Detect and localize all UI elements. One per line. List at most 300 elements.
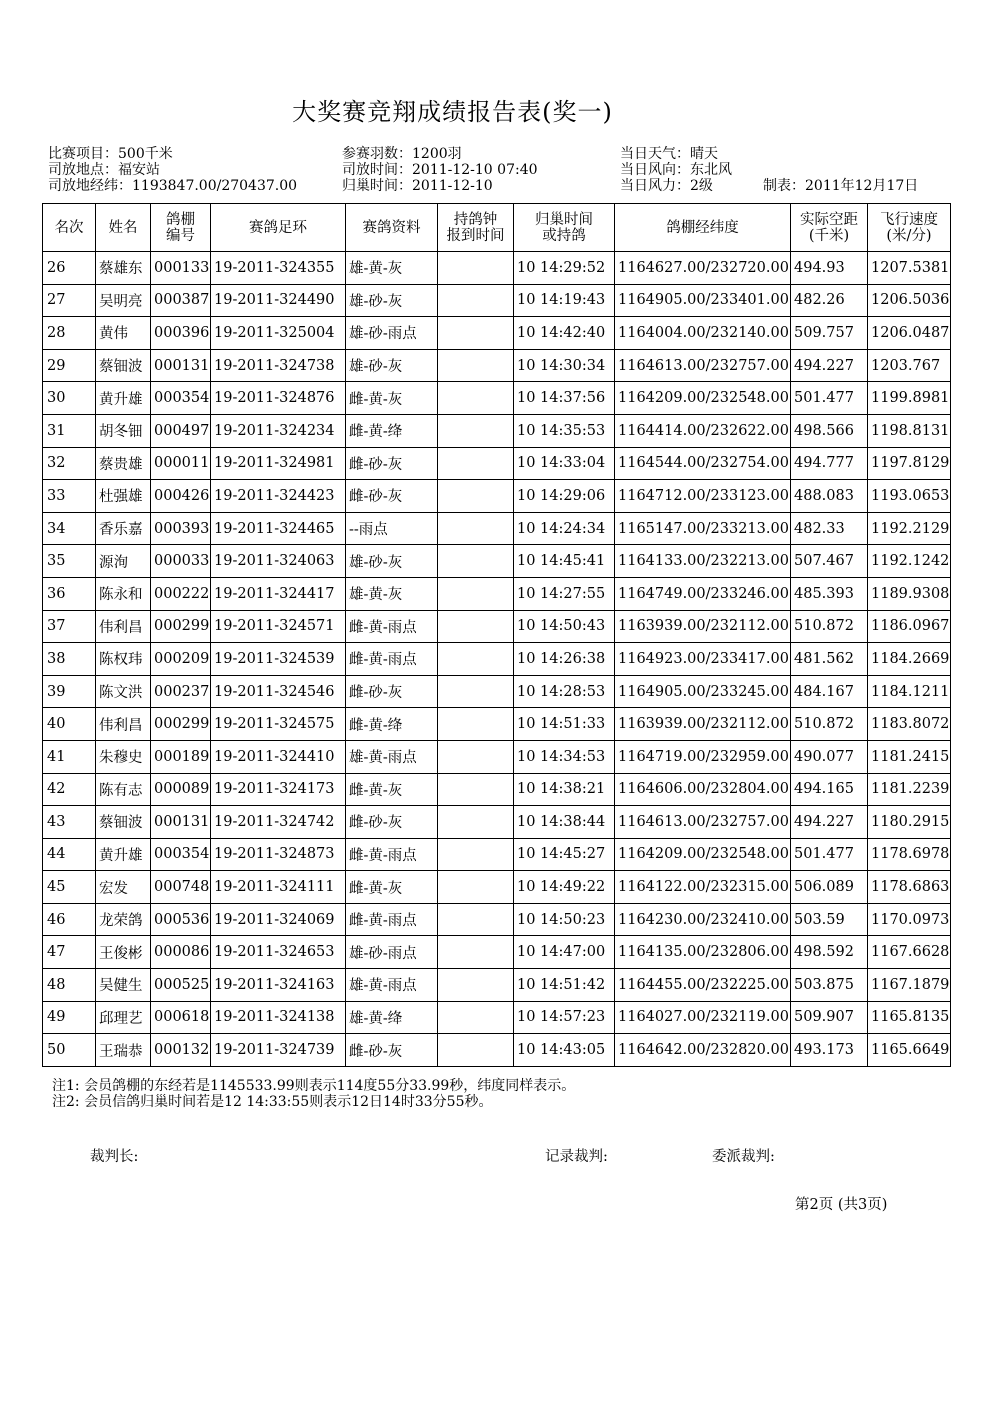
cell-loft-number: 000131 (151, 349, 211, 382)
cell-loft-coordinates: 1164613.00/232757.00 (615, 349, 791, 382)
cell-speed: 1192.1242 (868, 545, 951, 578)
cell-ring: 19-2011-324163 (211, 969, 346, 1002)
cell-arrival-time: 10 14:49:22 (514, 871, 615, 904)
cell-name: 王瑞恭 (96, 1034, 151, 1067)
cell-speed: 1167.6628 (868, 936, 951, 969)
cell-pigeon-info: 雄-砂-灰 (346, 545, 438, 578)
cell-arrival-time: 10 14:37:56 (514, 382, 615, 415)
cell-pigeon-info: 雌-黄-绛 (346, 414, 438, 447)
cell-loft-number: 000133 (151, 252, 211, 285)
table-row (43, 903, 951, 936)
cell-distance: 494.227 (791, 806, 868, 839)
cell-distance: 494.93 (791, 252, 868, 285)
cell-loft-number: 000086 (151, 936, 211, 969)
table-row (43, 740, 951, 773)
cell-loft-number: 000189 (151, 740, 211, 773)
cell-name: 王俊彬 (96, 936, 151, 969)
cell-name: 黄升雄 (96, 838, 151, 871)
entry-count: 参赛羽数：1200羽 (342, 146, 462, 162)
cell-loft-number: 000525 (151, 969, 211, 1002)
cell-loft-number: 000299 (151, 610, 211, 643)
cell-arrival-time: 10 14:38:21 (514, 773, 615, 806)
cell-clock-time (438, 773, 514, 806)
cell-distance: 507.467 (791, 545, 868, 578)
cell-speed: 1181.2415 (868, 740, 951, 773)
chief-referee-label: 裁判长: (90, 1149, 139, 1165)
cell-speed: 1165.6649 (868, 1034, 951, 1067)
cell-name: 吴明亮 (96, 284, 151, 317)
cell-arrival-time: 10 14:34:53 (514, 740, 615, 773)
cell-rank: 43 (43, 806, 96, 839)
cell-loft-coordinates: 1165147.00/233213.00 (615, 512, 791, 545)
cell-rank: 46 (43, 903, 96, 936)
cell-clock-time (438, 284, 514, 317)
cell-rank: 35 (43, 545, 96, 578)
cell-loft-number: 000237 (151, 675, 211, 708)
cell-name: 宏发 (96, 871, 151, 904)
cell-distance: 501.477 (791, 838, 868, 871)
cell-name: 蔡钿波 (96, 349, 151, 382)
cell-pigeon-info: 雌-黄-雨点 (346, 610, 438, 643)
table-row (43, 512, 951, 545)
cell-arrival-time: 10 14:26:38 (514, 643, 615, 676)
cell-rank: 31 (43, 414, 96, 447)
cell-name: 香乐嘉 (96, 512, 151, 545)
cell-clock-time (438, 382, 514, 415)
table-row (43, 969, 951, 1002)
cell-loft-coordinates: 1163939.00/232112.00 (615, 610, 791, 643)
cell-loft-number: 000299 (151, 708, 211, 741)
cell-loft-coordinates: 1164133.00/232213.00 (615, 545, 791, 578)
cell-ring: 19-2011-324653 (211, 936, 346, 969)
cell-clock-time (438, 545, 514, 578)
cell-distance: 493.173 (791, 1034, 868, 1067)
cell-loft-number: 000748 (151, 871, 211, 904)
cell-speed: 1197.8129 (868, 447, 951, 480)
table-row (43, 610, 951, 643)
cell-speed: 1199.8981 (868, 382, 951, 415)
table-row (43, 252, 951, 285)
cell-distance: 490.077 (791, 740, 868, 773)
cell-speed: 1186.0967 (868, 610, 951, 643)
cell-rank: 33 (43, 480, 96, 513)
table-row (43, 675, 951, 708)
cell-rank: 29 (43, 349, 96, 382)
cell-name: 朱穆史 (96, 740, 151, 773)
cell-arrival-time: 10 14:24:34 (514, 512, 615, 545)
cell-ring: 19-2011-324738 (211, 349, 346, 382)
report-title: 大奖赛竞翔成绩报告表(奖一) (292, 98, 613, 126)
cell-arrival-time: 10 14:19:43 (514, 284, 615, 317)
release-time: 司放时间：2011-12-10 07:40 (342, 162, 538, 178)
cell-ring: 19-2011-324063 (211, 545, 346, 578)
cell-distance: 484.167 (791, 675, 868, 708)
cell-speed: 1198.8131 (868, 414, 951, 447)
cell-pigeon-info: 雌-砂-灰 (346, 480, 438, 513)
cell-pigeon-info: 雌-黄-雨点 (346, 643, 438, 676)
prepared-date: 制表：2011年12月17日 (763, 178, 919, 194)
cell-rank: 48 (43, 969, 96, 1002)
cell-distance: 506.089 (791, 871, 868, 904)
cell-rank: 47 (43, 936, 96, 969)
cell-clock-time (438, 1034, 514, 1067)
cell-loft-coordinates: 1164606.00/232804.00 (615, 773, 791, 806)
cell-loft-coordinates: 1164209.00/232548.00 (615, 838, 791, 871)
cell-ring: 19-2011-324575 (211, 708, 346, 741)
cell-loft-coordinates: 1164414.00/232622.00 (615, 414, 791, 447)
cell-ring: 19-2011-324873 (211, 838, 346, 871)
cell-ring: 19-2011-324546 (211, 675, 346, 708)
cell-distance: 482.33 (791, 512, 868, 545)
recording-referee-label: 记录裁判: (545, 1149, 608, 1165)
header-speed: 飞行速度 (米/分) (868, 204, 951, 252)
cell-clock-time (438, 871, 514, 904)
cell-name: 陈有志 (96, 773, 151, 806)
cell-clock-time (438, 936, 514, 969)
cell-speed: 1178.6863 (868, 871, 951, 904)
cell-speed: 1206.5036 (868, 284, 951, 317)
page-number: 第2页 (共3页) (795, 1197, 888, 1213)
cell-clock-time (438, 740, 514, 773)
cell-rank: 37 (43, 610, 96, 643)
cell-rank: 41 (43, 740, 96, 773)
wind-direction: 当日风向：东北风 (620, 162, 732, 178)
cell-name: 胡冬钿 (96, 414, 151, 447)
cell-arrival-time: 10 14:45:27 (514, 838, 615, 871)
header-clock-time: 持鸽钟 报到时间 (438, 204, 514, 252)
cell-speed: 1193.0653 (868, 480, 951, 513)
release-site: 司放地点：福安站 (48, 162, 160, 178)
cell-distance: 509.907 (791, 1001, 868, 1034)
cell-distance: 510.872 (791, 610, 868, 643)
cell-arrival-time: 10 14:28:53 (514, 675, 615, 708)
table-row (43, 871, 951, 904)
cell-arrival-time: 10 14:38:44 (514, 806, 615, 839)
cell-clock-time (438, 577, 514, 610)
release-coordinates: 司放地经纬：1193847.00/270437.00 (48, 178, 298, 194)
cell-ring: 19-2011-324111 (211, 871, 346, 904)
table-row (43, 838, 951, 871)
cell-ring: 19-2011-324465 (211, 512, 346, 545)
cell-arrival-time: 10 14:42:40 (514, 317, 615, 350)
cell-speed: 1184.2669 (868, 643, 951, 676)
cell-speed: 1189.9308 (868, 577, 951, 610)
cell-clock-time (438, 480, 514, 513)
cell-name: 蔡贵雄 (96, 447, 151, 480)
cell-rank: 40 (43, 708, 96, 741)
cell-loft-coordinates: 1163939.00/232112.00 (615, 708, 791, 741)
cell-loft-number: 000033 (151, 545, 211, 578)
cell-speed: 1180.2915 (868, 806, 951, 839)
cell-speed: 1181.2239 (868, 773, 951, 806)
table-row (43, 545, 951, 578)
cell-distance: 481.562 (791, 643, 868, 676)
cell-pigeon-info: 雄-砂-雨点 (346, 936, 438, 969)
cell-pigeon-info: 雌-黄-灰 (346, 382, 438, 415)
cell-rank: 50 (43, 1034, 96, 1067)
cell-rank: 42 (43, 773, 96, 806)
cell-pigeon-info: --雨点 (346, 512, 438, 545)
cell-loft-coordinates: 1164135.00/232806.00 (615, 936, 791, 969)
cell-arrival-time: 10 14:51:42 (514, 969, 615, 1002)
cell-arrival-time: 10 14:47:00 (514, 936, 615, 969)
cell-clock-time (438, 675, 514, 708)
table-row (43, 936, 951, 969)
table-row (43, 414, 951, 447)
cell-clock-time (438, 349, 514, 382)
cell-name: 伟利昌 (96, 610, 151, 643)
cell-ring: 19-2011-324742 (211, 806, 346, 839)
table-row (43, 577, 951, 610)
cell-rank: 44 (43, 838, 96, 871)
cell-ring: 19-2011-324490 (211, 284, 346, 317)
cell-loft-coordinates: 1164613.00/232757.00 (615, 806, 791, 839)
cell-loft-coordinates: 1164230.00/232410.00 (615, 903, 791, 936)
cell-ring: 19-2011-324355 (211, 252, 346, 285)
cell-clock-time (438, 512, 514, 545)
cell-arrival-time: 10 14:29:52 (514, 252, 615, 285)
table-header-row (43, 204, 951, 252)
header-ring: 赛鸽足环 (211, 204, 346, 252)
cell-pigeon-info: 雌-砂-灰 (346, 675, 438, 708)
cell-loft-number: 000536 (151, 903, 211, 936)
footnote-1: 注1: 会员鸽棚的东经若是1145533.99则表示114度55分33.99秒，纬度同样表示。 (52, 1078, 576, 1094)
cell-distance: 503.59 (791, 903, 868, 936)
cell-ring: 19-2011-324417 (211, 577, 346, 610)
cell-pigeon-info: 雄-砂-灰 (346, 284, 438, 317)
cell-pigeon-info: 雌-黄-灰 (346, 871, 438, 904)
cell-distance: 503.875 (791, 969, 868, 1002)
cell-ring: 19-2011-324423 (211, 480, 346, 513)
cell-ring: 19-2011-324138 (211, 1001, 346, 1034)
cell-loft-number: 000209 (151, 643, 211, 676)
cell-rank: 30 (43, 382, 96, 415)
table-row (43, 806, 951, 839)
cell-pigeon-info: 雌-砂-灰 (346, 806, 438, 839)
cell-ring: 19-2011-324410 (211, 740, 346, 773)
cell-ring: 19-2011-324571 (211, 610, 346, 643)
table-row (43, 284, 951, 317)
cell-speed: 1178.6978 (868, 838, 951, 871)
footnotes (52, 1078, 575, 1110)
cell-clock-time (438, 969, 514, 1002)
cell-name: 源洵 (96, 545, 151, 578)
cell-rank: 27 (43, 284, 96, 317)
cell-arrival-time: 10 14:29:06 (514, 480, 615, 513)
table-row (43, 773, 951, 806)
cell-loft-number: 000132 (151, 1034, 211, 1067)
cell-ring: 19-2011-324981 (211, 447, 346, 480)
cell-distance: 494.777 (791, 447, 868, 480)
header-name: 姓名 (96, 204, 151, 252)
table-row (43, 1001, 951, 1034)
cell-pigeon-info: 雌-黄-雨点 (346, 838, 438, 871)
cell-loft-number: 000222 (151, 577, 211, 610)
cell-arrival-time: 10 14:30:34 (514, 349, 615, 382)
cell-loft-coordinates: 1164455.00/232225.00 (615, 969, 791, 1002)
cell-rank: 39 (43, 675, 96, 708)
cell-clock-time (438, 317, 514, 350)
cell-speed: 1207.5381 (868, 252, 951, 285)
cell-name: 邱理艺 (96, 1001, 151, 1034)
cell-pigeon-info: 雌-黄-雨点 (346, 903, 438, 936)
cell-ring: 19-2011-324069 (211, 903, 346, 936)
cell-arrival-time: 10 14:50:23 (514, 903, 615, 936)
cell-distance: 510.872 (791, 708, 868, 741)
cell-pigeon-info: 雄-砂-灰 (346, 349, 438, 382)
header-pigeon-info: 赛鸽资料 (346, 204, 438, 252)
cell-pigeon-info: 雌-砂-灰 (346, 447, 438, 480)
footnote-2: 注2: 会员信鸽归巢时间若是12 14:33:55则表示12日14时33分55秒。 (52, 1094, 493, 1110)
table-row (43, 382, 951, 415)
cell-arrival-time: 10 14:57:23 (514, 1001, 615, 1034)
race-item: 比赛项目：500千米 (48, 146, 173, 162)
cell-loft-coordinates: 1164712.00/233123.00 (615, 480, 791, 513)
cell-loft-coordinates: 1164627.00/232720.00 (615, 252, 791, 285)
cell-loft-number: 000387 (151, 284, 211, 317)
cell-distance: 485.393 (791, 577, 868, 610)
cell-ring: 19-2011-324539 (211, 643, 346, 676)
cell-name: 陈权玮 (96, 643, 151, 676)
cell-clock-time (438, 1001, 514, 1034)
cell-rank: 32 (43, 447, 96, 480)
cell-loft-number: 000618 (151, 1001, 211, 1034)
cell-ring: 19-2011-324173 (211, 773, 346, 806)
cell-speed: 1203.767 (868, 349, 951, 382)
cell-loft-coordinates: 1164544.00/232754.00 (615, 447, 791, 480)
results-table (42, 203, 951, 1067)
weather: 当日天气：晴天 (620, 146, 718, 162)
cell-rank: 38 (43, 643, 96, 676)
wind-force: 当日风力：2级 (620, 178, 713, 194)
cell-rank: 28 (43, 317, 96, 350)
cell-clock-time (438, 806, 514, 839)
cell-ring: 19-2011-325004 (211, 317, 346, 350)
cell-distance: 501.477 (791, 382, 868, 415)
cell-loft-coordinates: 1164905.00/233401.00 (615, 284, 791, 317)
cell-clock-time (438, 903, 514, 936)
cell-speed: 1165.8135 (868, 1001, 951, 1034)
header-loft-coordinates: 鸽棚经纬度 (615, 204, 791, 252)
table-row (43, 480, 951, 513)
delegated-referee-label: 委派裁判: (712, 1149, 775, 1165)
table-row (43, 447, 951, 480)
cell-loft-number: 000393 (151, 512, 211, 545)
cell-name: 陈文洪 (96, 675, 151, 708)
table-row (43, 708, 951, 741)
cell-distance: 498.566 (791, 414, 868, 447)
cell-loft-number: 000497 (151, 414, 211, 447)
cell-loft-number: 000354 (151, 382, 211, 415)
cell-name: 龙荣鸽 (96, 903, 151, 936)
header-distance: 实际空距 (千米) (791, 204, 868, 252)
cell-loft-coordinates: 1164923.00/233417.00 (615, 643, 791, 676)
cell-clock-time (438, 414, 514, 447)
cell-speed: 1170.0973 (868, 903, 951, 936)
cell-clock-time (438, 708, 514, 741)
cell-arrival-time: 10 14:43:05 (514, 1034, 615, 1067)
cell-name: 黄伟 (96, 317, 151, 350)
cell-pigeon-info: 雄-黄-绛 (346, 1001, 438, 1034)
cell-pigeon-info: 雄-黄-灰 (346, 577, 438, 610)
cell-arrival-time: 10 14:27:55 (514, 577, 615, 610)
cell-name: 吴健生 (96, 969, 151, 1002)
header-rank: 名次 (43, 204, 96, 252)
cell-loft-number: 000011 (151, 447, 211, 480)
cell-pigeon-info: 雄-黄-雨点 (346, 969, 438, 1002)
cell-loft-coordinates: 1164642.00/232820.00 (615, 1034, 791, 1067)
cell-loft-coordinates: 1164209.00/232548.00 (615, 382, 791, 415)
cell-pigeon-info: 雄-黄-灰 (346, 252, 438, 285)
cell-rank: 36 (43, 577, 96, 610)
cell-arrival-time: 10 14:50:43 (514, 610, 615, 643)
cell-pigeon-info: 雌-黄-绛 (346, 708, 438, 741)
header-loft-number: 鸽棚 编号 (151, 204, 211, 252)
cell-clock-time (438, 252, 514, 285)
cell-rank: 45 (43, 871, 96, 904)
cell-speed: 1167.1879 (868, 969, 951, 1002)
cell-loft-coordinates: 1164004.00/232140.00 (615, 317, 791, 350)
cell-distance: 488.083 (791, 480, 868, 513)
cell-name: 蔡钿波 (96, 806, 151, 839)
cell-distance: 494.165 (791, 773, 868, 806)
cell-pigeon-info: 雌-黄-灰 (346, 773, 438, 806)
cell-distance: 482.26 (791, 284, 868, 317)
table-row (43, 643, 951, 676)
cell-speed: 1183.8072 (868, 708, 951, 741)
table-row (43, 317, 951, 350)
cell-name: 伟利昌 (96, 708, 151, 741)
cell-arrival-time: 10 14:51:33 (514, 708, 615, 741)
return-date: 归巢时间：2011-12-10 (342, 178, 493, 194)
cell-rank: 34 (43, 512, 96, 545)
cell-loft-number: 000089 (151, 773, 211, 806)
cell-loft-coordinates: 1164719.00/232959.00 (615, 740, 791, 773)
cell-ring: 19-2011-324876 (211, 382, 346, 415)
table-row (43, 349, 951, 382)
cell-loft-coordinates: 1164122.00/232315.00 (615, 871, 791, 904)
cell-arrival-time: 10 14:45:41 (514, 545, 615, 578)
cell-clock-time (438, 610, 514, 643)
cell-speed: 1184.1211 (868, 675, 951, 708)
cell-loft-number: 000426 (151, 480, 211, 513)
cell-loft-number: 000131 (151, 806, 211, 839)
cell-arrival-time: 10 14:35:53 (514, 414, 615, 447)
cell-clock-time (438, 643, 514, 676)
cell-speed: 1206.0487 (868, 317, 951, 350)
cell-rank: 26 (43, 252, 96, 285)
cell-speed: 1192.2129 (868, 512, 951, 545)
cell-pigeon-info: 雄-黄-雨点 (346, 740, 438, 773)
cell-loft-number: 000354 (151, 838, 211, 871)
cell-distance: 498.592 (791, 936, 868, 969)
cell-name: 陈永和 (96, 577, 151, 610)
cell-arrival-time: 10 14:33:04 (514, 447, 615, 480)
cell-loft-number: 000396 (151, 317, 211, 350)
cell-loft-coordinates: 1164749.00/233246.00 (615, 577, 791, 610)
cell-pigeon-info: 雄-砂-雨点 (346, 317, 438, 350)
cell-loft-coordinates: 1164027.00/232119.00 (615, 1001, 791, 1034)
cell-distance: 494.227 (791, 349, 868, 382)
cell-distance: 509.757 (791, 317, 868, 350)
cell-name: 蔡雄东 (96, 252, 151, 285)
cell-ring: 19-2011-324234 (211, 414, 346, 447)
header-arrival-time: 归巢时间 或持鸽 (514, 204, 615, 252)
cell-name: 黄升雄 (96, 382, 151, 415)
cell-ring: 19-2011-324739 (211, 1034, 346, 1067)
cell-clock-time (438, 447, 514, 480)
cell-clock-time (438, 838, 514, 871)
